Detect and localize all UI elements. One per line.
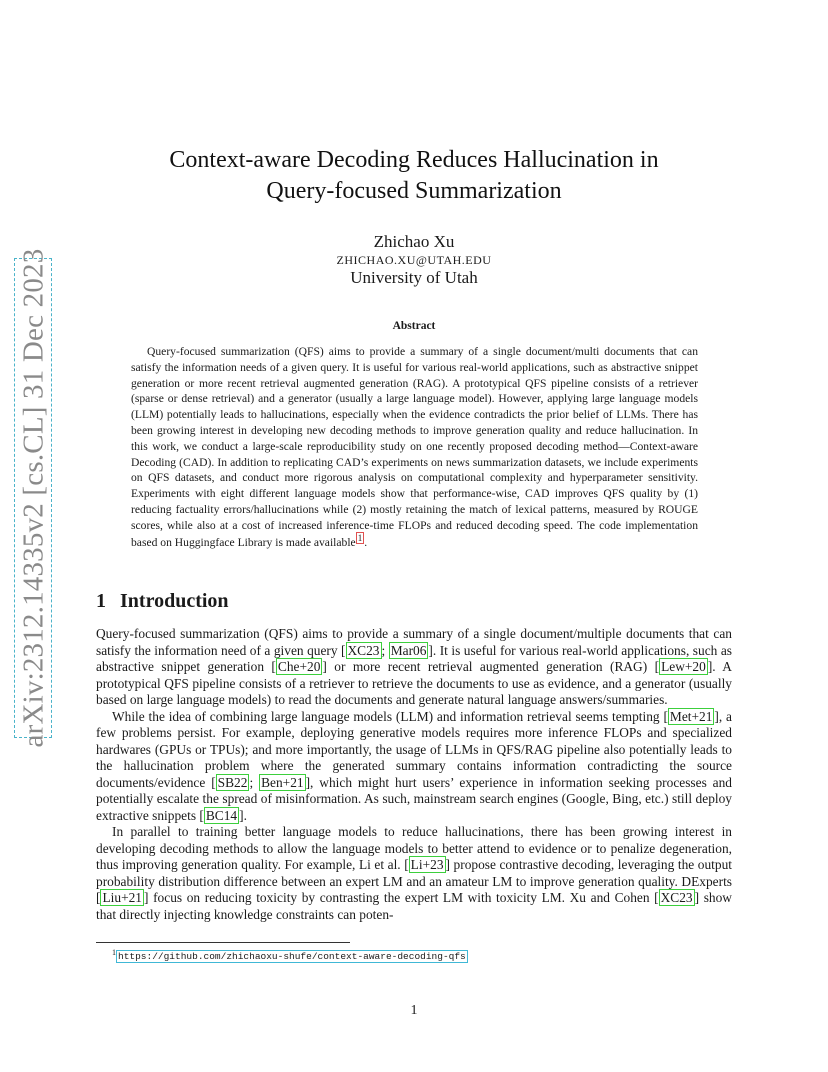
page-number: 1 (410, 1003, 418, 1018)
citation-link[interactable]: Ben+21 (261, 774, 304, 790)
citation-link[interactable]: BC14 (205, 807, 238, 823)
abstract-end: . (364, 535, 368, 549)
text: ]. A prototypical QFS pipeline consists of a retriever to retrieve the documents to use as evidence, and a generator (usually based on large language models) to read the documents and generate natural language answers/summaries. (96, 659, 732, 707)
citation-link[interactable]: Liu+21 (102, 890, 143, 905)
citation-link[interactable]: XC23 (660, 890, 693, 905)
footnote-divider (96, 942, 350, 943)
footnote-url-link[interactable]: https://github.com/zhichaoxu-shufe/context-aware-decoding-qfs (118, 951, 466, 963)
arxiv-stamp[interactable]: arXiv:2312.14335v2 [cs.CL] 31 Dec 2023 (17, 248, 50, 748)
text: ] propose contrastive decoding, leveraging the output probability distribution difference between an expert LM and an amateur LM to improve generation quality. DExperts [ (96, 857, 732, 905)
text: ; (249, 774, 260, 790)
section-title: Introduction (120, 590, 229, 612)
author-email[interactable]: ZHICHAO.XU@UTAH.EDU (336, 253, 492, 267)
citation-link[interactable]: Met+21 (669, 708, 713, 724)
text: ] or more recent retrieval augmented generation (RAG) [ (322, 659, 660, 674)
text: While the idea of combining large language models (LLM) and information retrieval seems tempting [ (112, 708, 668, 724)
citation-link[interactable]: Lew+20 (661, 659, 706, 674)
text: ; (381, 642, 389, 658)
footnote (112, 948, 468, 962)
abstract-text: Query-focused summarization (QFS) aims to provide a summary of a single document/multi documents that can satisfy the information needs of a given query. It is useful for various real-world applications, such as abstractive snippet generation or more recent retrieval augmented generation (RAG). A prototypical QFS pipeline consists of a retriever (sparse or dense retrieval) and a generator (usually a large language model). However, applying large language models (LLM) potentially leads to hallucinations, especially when the evidence contradicts the prior belief of LLMs. There has been growing interest in developing new decoding methods to improve generation quality and reduce hallucination. In this work, we conduct a large-scale reproducibility study on one recently proposed decoding method—Context-aware Decoding (CAD). In addition to replicating CAD’s experiments on news summarization datasets, we include experiments on QFS datasets, and conduct more rigorous analysis on computational complexity and hyperparameter sensitivity. Experiments with eight different language models show that performance-wise, CAD improves QFS quality by (1) reducing factuality errors/hallucinations while (2) mostly retaining the match of lexical patterns, measured by ROUGE scores, while also at a cost of increased inference-time FLOPs and reduced decoding speed. The code implementation based on Huggingface Library is made available (131, 345, 698, 549)
footnote-ref[interactable]: 1 (357, 532, 363, 543)
paragraph-2 (96, 709, 732, 825)
title-line-1: Context-aware Decoding Reduces Hallucination in (169, 147, 659, 173)
citation-link[interactable]: Che+20 (277, 659, 321, 674)
section-number: 1 (96, 590, 106, 612)
text: ] show that directly injecting knowledge constraints can poten- (96, 890, 732, 922)
abstract-heading: Abstract (392, 320, 436, 332)
citation-link[interactable]: SB22 (217, 774, 248, 790)
text: ] focus on reducing toxicity by contrasting the expert LM with toxicity LM. Xu and Cohen [ (144, 890, 659, 905)
paragraph-1 (96, 626, 732, 709)
author-name: Zhichao Xu (373, 232, 455, 251)
text: ]. It is useful for various real-world applications, such as abstractive snippet generation [ (96, 642, 732, 674)
abstract-body (131, 344, 698, 550)
title-line-2: Query-focused Summarization (266, 178, 562, 204)
citation-link[interactable]: Li+23 (410, 857, 444, 872)
text: ], which might hurt users’ experience in information seeking processes and potentially escalate the spread of misinformation. As such, mainstream search engines (Google, Bing, etc.) still deploy extractive snippets [ (96, 774, 733, 823)
author-affiliation: University of Utah (350, 268, 478, 287)
text: Query-focused summarization (QFS) aims to provide a summary of a single document/multiple documents that can satisfy the information need of a given query [ (96, 626, 732, 658)
text: In parallel to training better language models to reduce hallucinations, there has been growing interest in developing decoding methods to allow the language models to better attend to evidence or to penalize degeneration, thus improving generation quality. For example, Li et al. [ (96, 824, 732, 872)
introduction-body (96, 626, 732, 923)
citation-link[interactable]: XC23 (347, 642, 380, 658)
section-heading (96, 590, 229, 613)
text: ], a few problems persist. For example, deploying generative models requires more inference FLOPs and specialized hardwares (GPUs or TPUs); and more importantly, the usage of LLMs in QFS/RAG pipeline also potentially leads to the hallucination problem where the generated summary contains information contradicting the source documents/evidence [ (96, 708, 732, 790)
citation-link[interactable]: Mar06 (390, 642, 427, 658)
footnote-number: 1 (112, 948, 116, 957)
text: ]. (239, 807, 247, 823)
paper-title (100, 145, 728, 207)
paragraph-3 (96, 824, 732, 923)
